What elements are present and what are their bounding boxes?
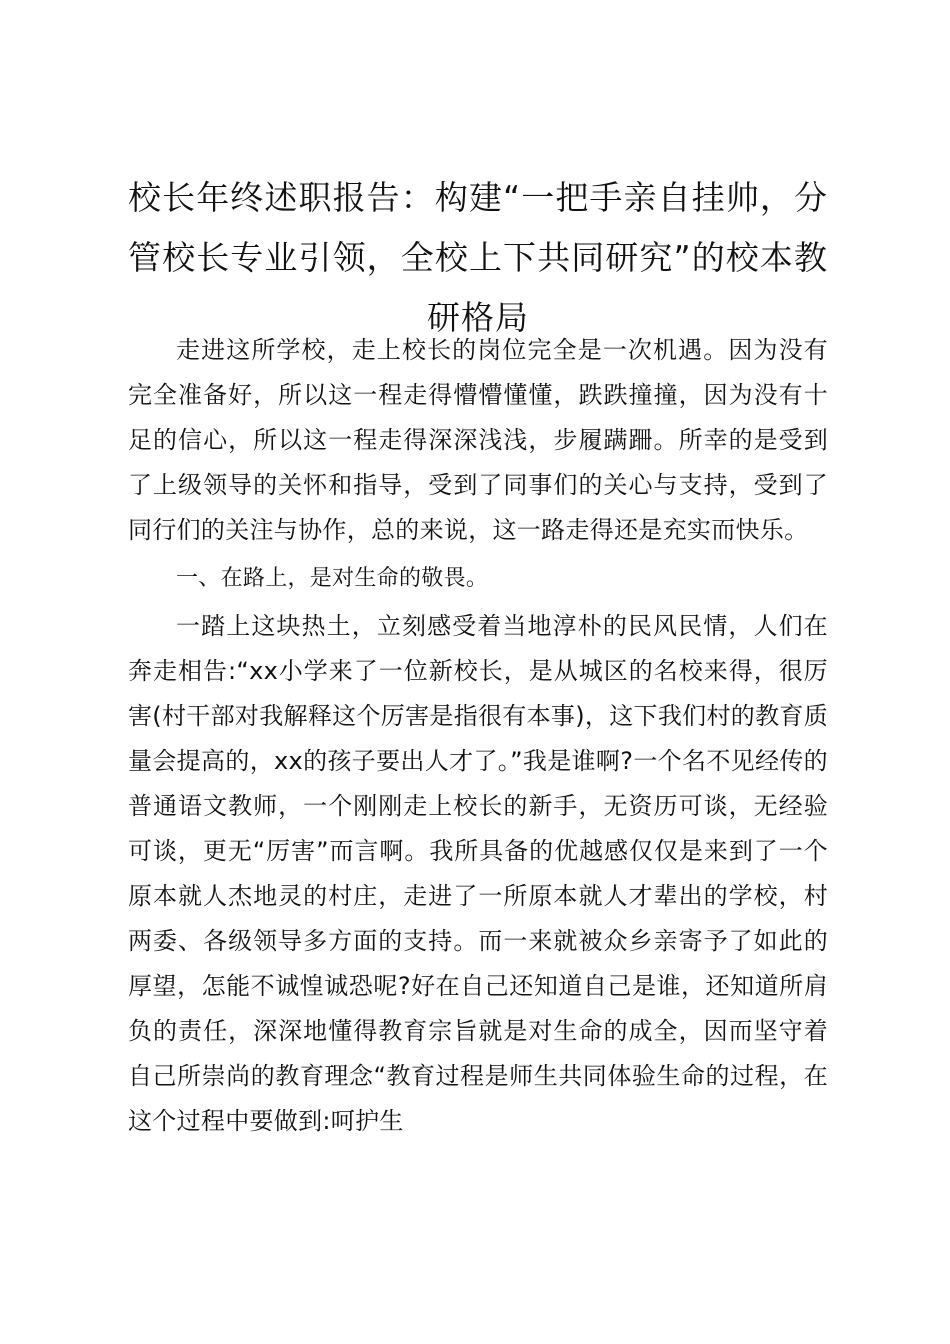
paragraph-intro: 走进这所学校，走上校长的岗位完全是一次机遇。因为没有完全准备好，所以这一程走得懵懵懂懂，跌跌撞撞，因为没有十足的信心，所以这一程走得深深浅浅，步履蹒跚。所幸的是受到了上级领导的关怀和指导，受到了同事们的关心与支持，受到了同行们的关注与协作，总的来说，这一路走得还是充实而快乐。 [128, 336, 828, 544]
document-title: 校长年终述职报告：构建“一把手亲自挂帅，分管校长专业引领，全校上下共同研究”的校本教研格局 [128, 178, 828, 337]
document-body [128, 328, 828, 1144]
section-heading-1: 一、在路上，是对生命的敬畏。 [176, 566, 489, 591]
paragraph-section-1: 一踏上这块热土，立刻感受着当地淳朴的民风民情，人们在奔走相告:“xx小学来了一位新校长，是从城区的名校来得，很厉害(村干部对我解释这个厉害是指很有本事)，这下我们村的教育质量会提高的，xx的孩子要出人才了。”我是谁啊?一个名不见经传的普通语文教师，一个刚刚走上校长的新手，无资历可谈，无经验可谈，更无“厉害”而言啊。我所具备的优越感仅仅是来到了一个原本就人杰地灵的村庄，走进了一所原本就人才辈出的学校，村两委、各级领导多方面的支持。而一来就被众乡亲寄予了如此的厚望，怎能不诚惶诚恐呢?好在自己还知道自己是谁，还知道所肩负的责任，深深地懂得教育宗旨就是对生命的成全，因而坚守着自己所崇尚的教育理念“教育过程是师生共同体验生命的过程，在这个过程中要做到:呵护生 [128, 612, 828, 1135]
